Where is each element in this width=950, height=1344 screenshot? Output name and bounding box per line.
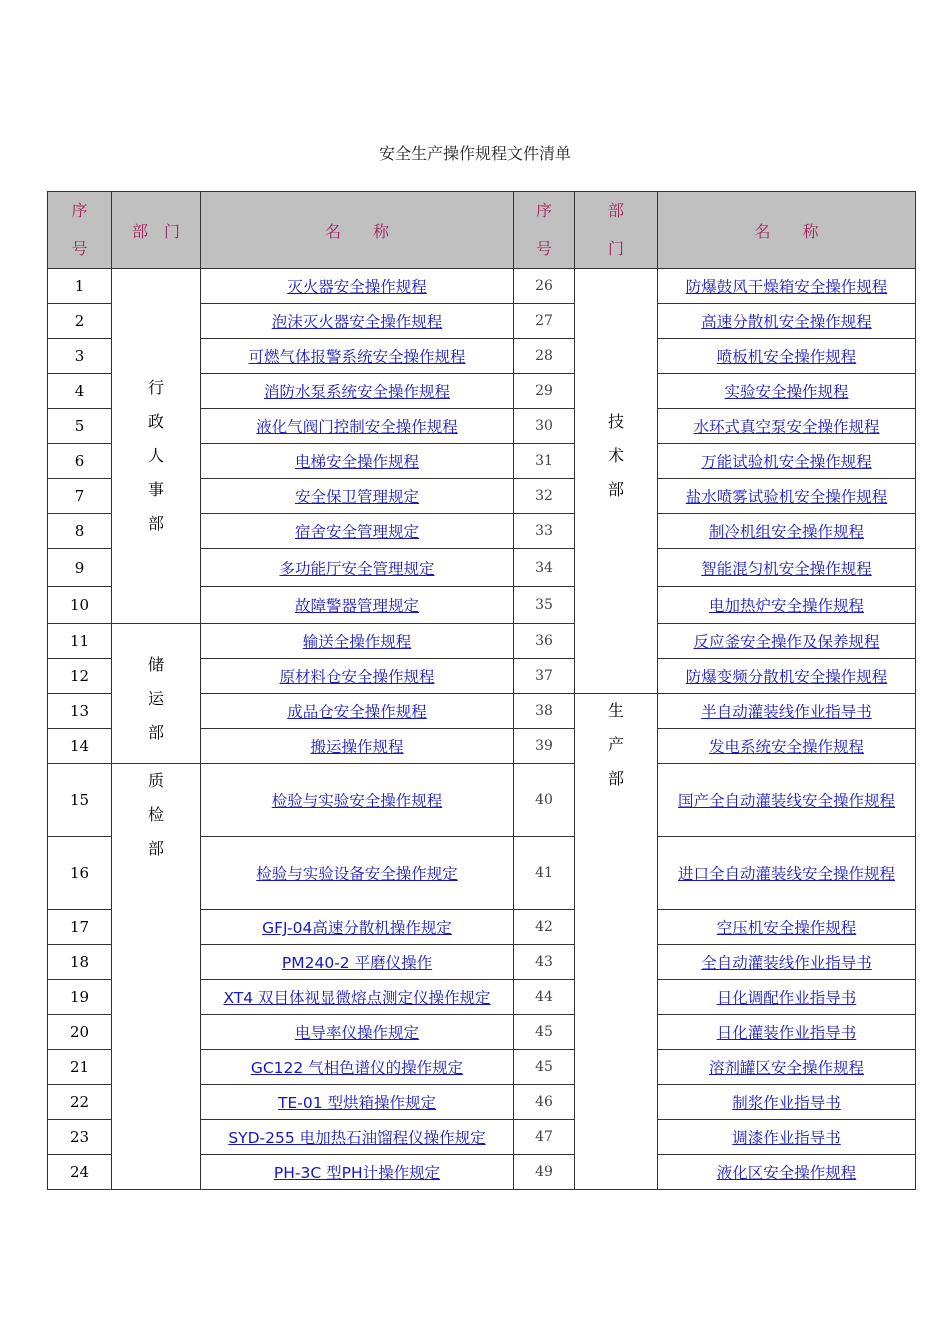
dept-storage bbox=[112, 624, 201, 764]
row-name-cell-2 bbox=[658, 304, 916, 339]
row-seq: 9 bbox=[48, 549, 112, 587]
dept-char: 储 bbox=[147, 655, 164, 674]
row-seq-2: 49 bbox=[514, 1155, 575, 1190]
row-name-cell-2 bbox=[658, 479, 916, 514]
header-dept: 部 门 bbox=[112, 192, 201, 269]
row-name-cell-2 bbox=[658, 549, 916, 587]
procedure-link[interactable]: 智能混匀机安全操作规程 bbox=[701, 559, 872, 578]
row-name-cell-2 bbox=[658, 1050, 916, 1085]
table-row bbox=[48, 764, 916, 837]
row-name-cell-2 bbox=[658, 1155, 916, 1190]
row-name-cell-2 bbox=[658, 729, 916, 764]
row-name-cell bbox=[201, 980, 514, 1015]
row-name-cell-2 bbox=[658, 764, 916, 837]
row-seq: 2 bbox=[48, 304, 112, 339]
procedure-link[interactable]: 成品仓安全操作规程 bbox=[287, 703, 427, 721]
row-name-cell-2 bbox=[658, 409, 916, 444]
procedure-link[interactable]: 故障警器管理规定 bbox=[294, 597, 419, 615]
row-seq-2: 35 bbox=[514, 587, 575, 624]
row-seq: 20 bbox=[48, 1015, 112, 1050]
procedure-link[interactable]: 调漆作业指导书 bbox=[732, 1129, 841, 1147]
document-title: 安全生产操作规程文件清单 bbox=[378, 144, 571, 163]
dept-char: 事 bbox=[147, 480, 164, 499]
row-seq-2: 26 bbox=[514, 269, 575, 304]
row-name-cell bbox=[201, 269, 514, 304]
row-name-cell bbox=[201, 1015, 514, 1050]
row-name-cell bbox=[201, 1050, 514, 1085]
dept-char: 政 bbox=[147, 412, 164, 431]
row-seq: 11 bbox=[48, 624, 112, 659]
row-seq-2: 46 bbox=[514, 1085, 575, 1120]
procedure-link[interactable]: 进口全自动灌装线安全操作规程 bbox=[677, 865, 895, 883]
row-seq-2: 34 bbox=[514, 549, 575, 587]
procedure-link[interactable]: TE-01 型烘箱操作规定 bbox=[277, 1094, 436, 1112]
row-seq-2: 33 bbox=[514, 514, 575, 549]
procedure-link[interactable]: 日化灌装作业指导书 bbox=[716, 1024, 857, 1042]
row-name-cell-2 bbox=[658, 624, 916, 659]
row-name-cell-2 bbox=[658, 444, 916, 479]
procedure-link[interactable]: 国产全自动灌装线安全操作规程 bbox=[677, 792, 895, 810]
row-seq-2: 40 bbox=[514, 764, 575, 837]
row-seq-2: 38 bbox=[514, 694, 575, 729]
dept-char: 人 bbox=[147, 446, 164, 465]
procedure-link[interactable]: XT4 双目体视显微熔点测定仪操作规定 bbox=[223, 989, 491, 1007]
dept-char: 部 bbox=[147, 514, 164, 533]
row-seq: 15 bbox=[48, 764, 112, 837]
row-seq-2: 31 bbox=[514, 444, 575, 479]
procedure-link[interactable]: 宿舍安全管理规定 bbox=[294, 523, 419, 541]
procedure-link[interactable]: 检验与实验安全操作规程 bbox=[271, 792, 443, 810]
dept-char: 质 bbox=[147, 771, 164, 790]
dept-production bbox=[575, 694, 658, 1190]
row-seq-2: 44 bbox=[514, 980, 575, 1015]
row-seq-2: 47 bbox=[514, 1120, 575, 1155]
row-name-cell bbox=[201, 1085, 514, 1120]
procedure-link[interactable]: 防爆变频分散机安全操作规程 bbox=[685, 668, 888, 686]
procedure-link[interactable]: 制冷机组安全操作规程 bbox=[708, 523, 864, 541]
row-name-cell bbox=[201, 514, 514, 549]
row-seq: 6 bbox=[48, 444, 112, 479]
row-seq: 5 bbox=[48, 409, 112, 444]
row-seq-2: 43 bbox=[514, 945, 575, 980]
row-name-cell-2 bbox=[658, 980, 916, 1015]
row-seq: 18 bbox=[48, 945, 112, 980]
table-row bbox=[48, 269, 916, 304]
row-seq: 13 bbox=[48, 694, 112, 729]
dept-char: 术 bbox=[607, 446, 624, 465]
dept-char: 运 bbox=[147, 689, 164, 708]
row-name-cell-2 bbox=[658, 339, 916, 374]
procedure-link[interactable]: 电导率仪操作规定 bbox=[294, 1024, 419, 1042]
procedure-link[interactable]: 防爆鼓风干燥箱安全操作规程 bbox=[685, 278, 888, 296]
procedure-link[interactable]: 液化气阀门控制安全操作规程 bbox=[256, 418, 458, 436]
row-seq: 23 bbox=[48, 1120, 112, 1155]
procedure-link[interactable]: 高速分散机安全操作规程 bbox=[701, 313, 872, 331]
row-seq: 10 bbox=[48, 587, 112, 624]
procedure-link[interactable]: 全自动灌装线作业指导书 bbox=[701, 954, 872, 972]
procedure-link[interactable]: 电梯安全操作规程 bbox=[294, 453, 419, 471]
row-name-cell bbox=[201, 304, 514, 339]
procedure-link[interactable]: 电加热炉安全操作规程 bbox=[708, 597, 864, 615]
procedure-link[interactable]: 发电系统安全操作规程 bbox=[708, 738, 864, 756]
procedure-link[interactable]: SYD-255 电加热石油馏程仪操作规定 bbox=[228, 1129, 486, 1147]
row-name-cell-2 bbox=[658, 1120, 916, 1155]
row-name-cell-2 bbox=[658, 1015, 916, 1050]
row-name-cell-2 bbox=[658, 945, 916, 980]
row-seq-2: 36 bbox=[514, 624, 575, 659]
row-name-cell bbox=[201, 764, 514, 837]
row-name-cell-2 bbox=[658, 269, 916, 304]
row-name-cell-2 bbox=[658, 514, 916, 549]
procedure-link[interactable]: 溶剂罐区安全操作规程 bbox=[708, 1059, 864, 1077]
row-seq-2: 32 bbox=[514, 479, 575, 514]
row-seq-2: 28 bbox=[514, 339, 575, 374]
procedure-link[interactable]: 万能试验机安全操作规程 bbox=[701, 453, 872, 471]
procedure-link[interactable]: 泡沫灭火器安全操作规程 bbox=[271, 313, 443, 331]
procedure-link[interactable]: 空压机安全操作规程 bbox=[716, 919, 857, 937]
row-name-cell bbox=[201, 694, 514, 729]
row-name-cell bbox=[201, 409, 514, 444]
dept-tech bbox=[575, 269, 658, 694]
dept-char: 行 bbox=[147, 378, 164, 397]
row-name-cell bbox=[201, 1120, 514, 1155]
row-seq: 19 bbox=[48, 980, 112, 1015]
row-name-cell-2 bbox=[658, 659, 916, 694]
row-name-cell bbox=[201, 729, 514, 764]
procedure-link[interactable]: 水环式真空泵安全操作规程 bbox=[693, 418, 880, 436]
row-seq-2: 42 bbox=[514, 910, 575, 945]
row-name-cell bbox=[201, 659, 514, 694]
procedure-list-table bbox=[47, 191, 916, 1190]
procedure-link[interactable]: 制浆作业指导书 bbox=[732, 1094, 841, 1112]
header-name-2: 名 称 bbox=[658, 192, 916, 269]
row-name-cell bbox=[201, 1155, 514, 1190]
row-name-cell bbox=[201, 837, 514, 910]
procedure-link[interactable]: 搬运操作规程 bbox=[310, 738, 404, 756]
row-seq-2: 30 bbox=[514, 409, 575, 444]
procedure-link[interactable]: 反应釜安全操作及保养规程 bbox=[693, 633, 880, 651]
row-name-cell bbox=[201, 374, 514, 409]
header-dept-2: 部 门 bbox=[575, 192, 658, 269]
row-name-cell bbox=[201, 910, 514, 945]
dept-char: 部 bbox=[147, 723, 164, 742]
procedure-link[interactable]: PH-3C 型PH计操作规定 bbox=[273, 1164, 441, 1182]
row-seq-2: 39 bbox=[514, 729, 575, 764]
dept-char: 生 bbox=[607, 701, 624, 720]
row-seq: 14 bbox=[48, 729, 112, 764]
row-seq: 22 bbox=[48, 1085, 112, 1120]
procedure-link[interactable]: 日化调配作业指导书 bbox=[716, 989, 857, 1007]
procedure-link[interactable]: 可燃气体报警系统安全操作规程 bbox=[248, 348, 466, 366]
row-name-cell bbox=[201, 339, 514, 374]
row-seq-2: 29 bbox=[514, 374, 575, 409]
row-seq-2: 41 bbox=[514, 837, 575, 910]
row-seq: 7 bbox=[48, 479, 112, 514]
procedure-link[interactable]: PM240-2 平磨仪操作 bbox=[281, 954, 433, 972]
row-seq-2: 45 bbox=[514, 1015, 575, 1050]
row-name-cell-2 bbox=[658, 694, 916, 729]
procedure-link[interactable]: 检验与实验设备安全操作规定 bbox=[256, 865, 458, 883]
row-seq: 24 bbox=[48, 1155, 112, 1190]
dept-admin bbox=[112, 269, 201, 624]
header-seq-2: 序 号 bbox=[514, 192, 575, 269]
row-seq: 3 bbox=[48, 339, 112, 374]
row-name-cell bbox=[201, 624, 514, 659]
dept-char: 检 bbox=[147, 805, 164, 824]
row-name-cell-2 bbox=[658, 374, 916, 409]
procedure-link[interactable]: 液化区安全操作规程 bbox=[716, 1164, 857, 1182]
procedure-link[interactable]: 盐水喷雾试验机安全操作规程 bbox=[685, 488, 888, 506]
row-seq: 16 bbox=[48, 837, 112, 910]
header-seq: 序 号 bbox=[48, 192, 112, 269]
procedure-link[interactable]: 安全保卫管理规定 bbox=[294, 488, 419, 506]
dept-char: 部 bbox=[147, 839, 164, 858]
row-seq: 21 bbox=[48, 1050, 112, 1085]
header-name: 名 称 bbox=[201, 192, 514, 269]
procedure-link[interactable]: GC122 气相色谱仪的操作规定 bbox=[250, 1059, 464, 1077]
row-seq: 8 bbox=[48, 514, 112, 549]
row-seq: 1 bbox=[48, 269, 112, 304]
row-name-cell bbox=[201, 945, 514, 980]
table-row bbox=[48, 624, 916, 659]
row-name-cell bbox=[201, 549, 514, 587]
table-header-row bbox=[48, 192, 916, 269]
row-seq-2: 27 bbox=[514, 304, 575, 339]
row-name-cell bbox=[201, 479, 514, 514]
procedure-link[interactable]: 半自动灌装线作业指导书 bbox=[701, 703, 872, 721]
procedure-link[interactable]: 输送全操作规程 bbox=[302, 633, 412, 651]
procedure-link[interactable]: 消防水泵系统安全操作规程 bbox=[263, 383, 450, 401]
dept-quality bbox=[112, 764, 201, 1190]
row-seq: 17 bbox=[48, 910, 112, 945]
row-seq-2: 37 bbox=[514, 659, 575, 694]
dept-char: 部 bbox=[607, 769, 624, 788]
procedure-link[interactable]: GFJ-04高速分散机操作规定 bbox=[262, 919, 452, 937]
row-seq: 12 bbox=[48, 659, 112, 694]
row-name-cell-2 bbox=[658, 910, 916, 945]
procedure-link[interactable]: 多功能厅安全管理规定 bbox=[279, 559, 435, 578]
procedure-link[interactable]: 喷板机安全操作规程 bbox=[716, 348, 857, 366]
dept-char: 技 bbox=[607, 412, 624, 431]
row-name-cell bbox=[201, 587, 514, 624]
row-seq-2: 45 bbox=[514, 1050, 575, 1085]
row-name-cell-2 bbox=[658, 837, 916, 910]
dept-char: 产 bbox=[607, 735, 624, 754]
row-name-cell-2 bbox=[658, 1085, 916, 1120]
dept-char: 部 bbox=[607, 480, 624, 499]
procedure-link[interactable]: 实验安全操作规程 bbox=[724, 383, 849, 401]
procedure-link[interactable]: 原材料仓安全操作规程 bbox=[279, 668, 435, 686]
procedure-link[interactable]: 灭火器安全操作规程 bbox=[287, 278, 427, 296]
row-name-cell-2 bbox=[658, 587, 916, 624]
row-name-cell bbox=[201, 444, 514, 479]
row-seq: 4 bbox=[48, 374, 112, 409]
